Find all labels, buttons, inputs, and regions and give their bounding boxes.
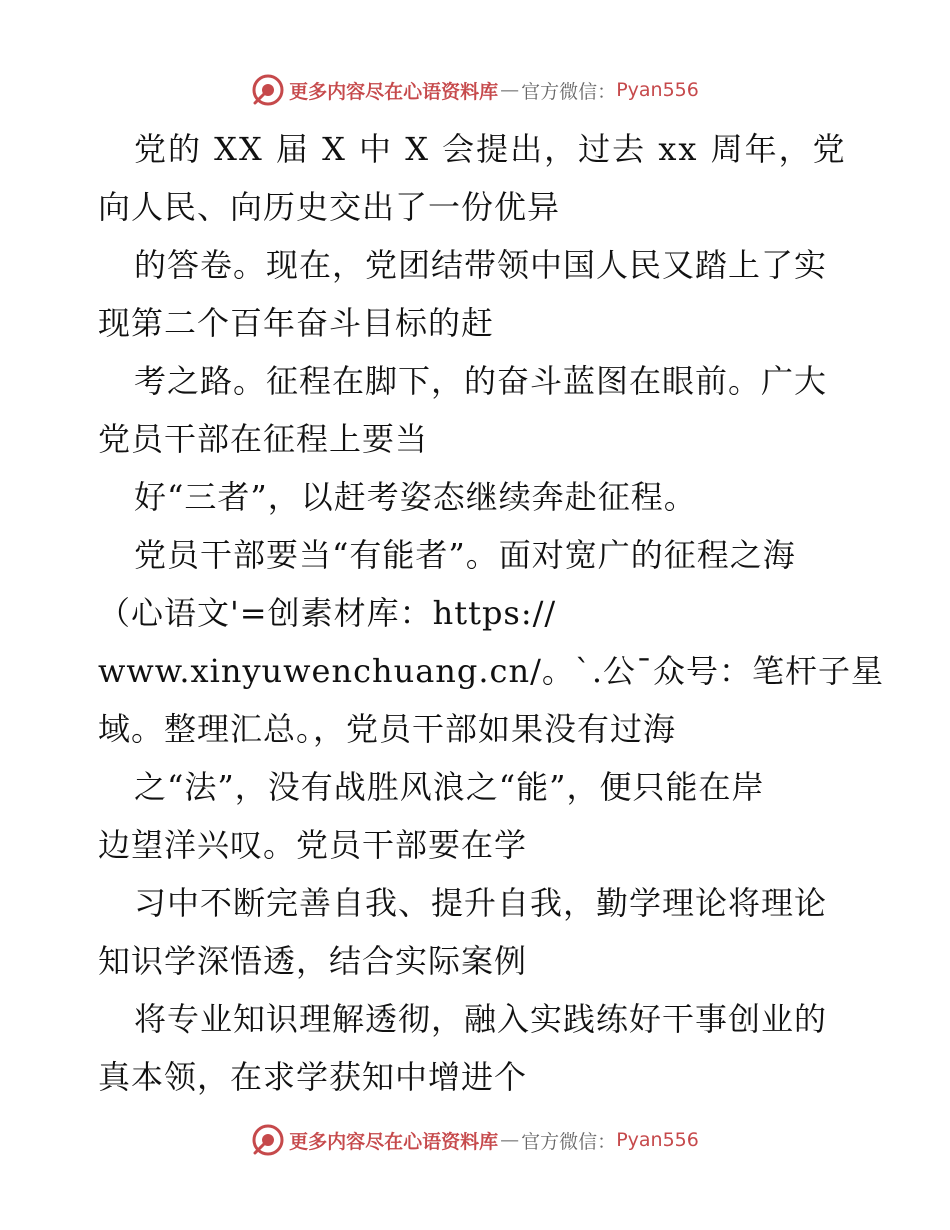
banner-main-text: 更多内容尽在心语资料库	[289, 1130, 499, 1153]
banner-account: Pyan556	[616, 79, 699, 101]
text-line: www.xinyuwenchuang.cn/。`.公¯众号：笔杆子星	[98, 652, 885, 690]
text-line: 的答卷。现在，党团结带领中国人民又踏上了实	[134, 246, 828, 284]
footer-banner	[0, 1120, 950, 1160]
banner-separator: —	[500, 79, 520, 101]
text-line: 党员干部要当“有能者”。面对宽广的征程之海	[134, 536, 796, 574]
pen-logo-icon	[251, 73, 285, 107]
document-body	[98, 120, 885, 1106]
banner-official-label: 官方微信：	[521, 1130, 617, 1153]
banner-account: Pyan556	[616, 1129, 699, 1151]
banner-separator: —	[500, 1129, 520, 1151]
text-line: 将专业知识理解透彻，融入实践练好干事创业的	[134, 1000, 828, 1038]
header-banner	[0, 70, 950, 110]
text-line: 党员干部在征程上要当	[98, 420, 429, 458]
text-line: 知识学深悟透，结合实际案例	[98, 942, 528, 980]
text-line: 向人民、向历史交出了一份优异	[98, 188, 561, 226]
text-line: 真本领，在求学获知中增进个	[98, 1058, 528, 1096]
text-line: 习中不断完善自我、提升自我，勤学理论将理论	[134, 884, 828, 922]
text-line: 考之路。征程在脚下，的奋斗蓝图在眼前。广大	[134, 362, 828, 400]
text-line: 域。整理汇总。，党员干部如果没有过海	[98, 710, 677, 748]
text-line: 之“法”，没有战胜风浪之“能”，便只能在岸	[134, 768, 765, 806]
text-line: 好“三者”，以赶考姿态继续奔赴征程。	[134, 478, 697, 516]
text-line: 现第二个百年奋斗目标的赶	[98, 304, 495, 342]
banner-main-text: 更多内容尽在心语资料库	[289, 80, 499, 103]
pen-logo-icon	[251, 1123, 285, 1157]
text-line: 边望洋兴叹。党员干部要在学	[98, 826, 528, 864]
banner-official-label: 官方微信：	[521, 80, 617, 103]
text-line: 党的 XX 届 X 中 X 会提出，过去 xx 周年，党	[134, 130, 847, 168]
text-line: （心语文'=创素材库：https://	[98, 594, 557, 632]
